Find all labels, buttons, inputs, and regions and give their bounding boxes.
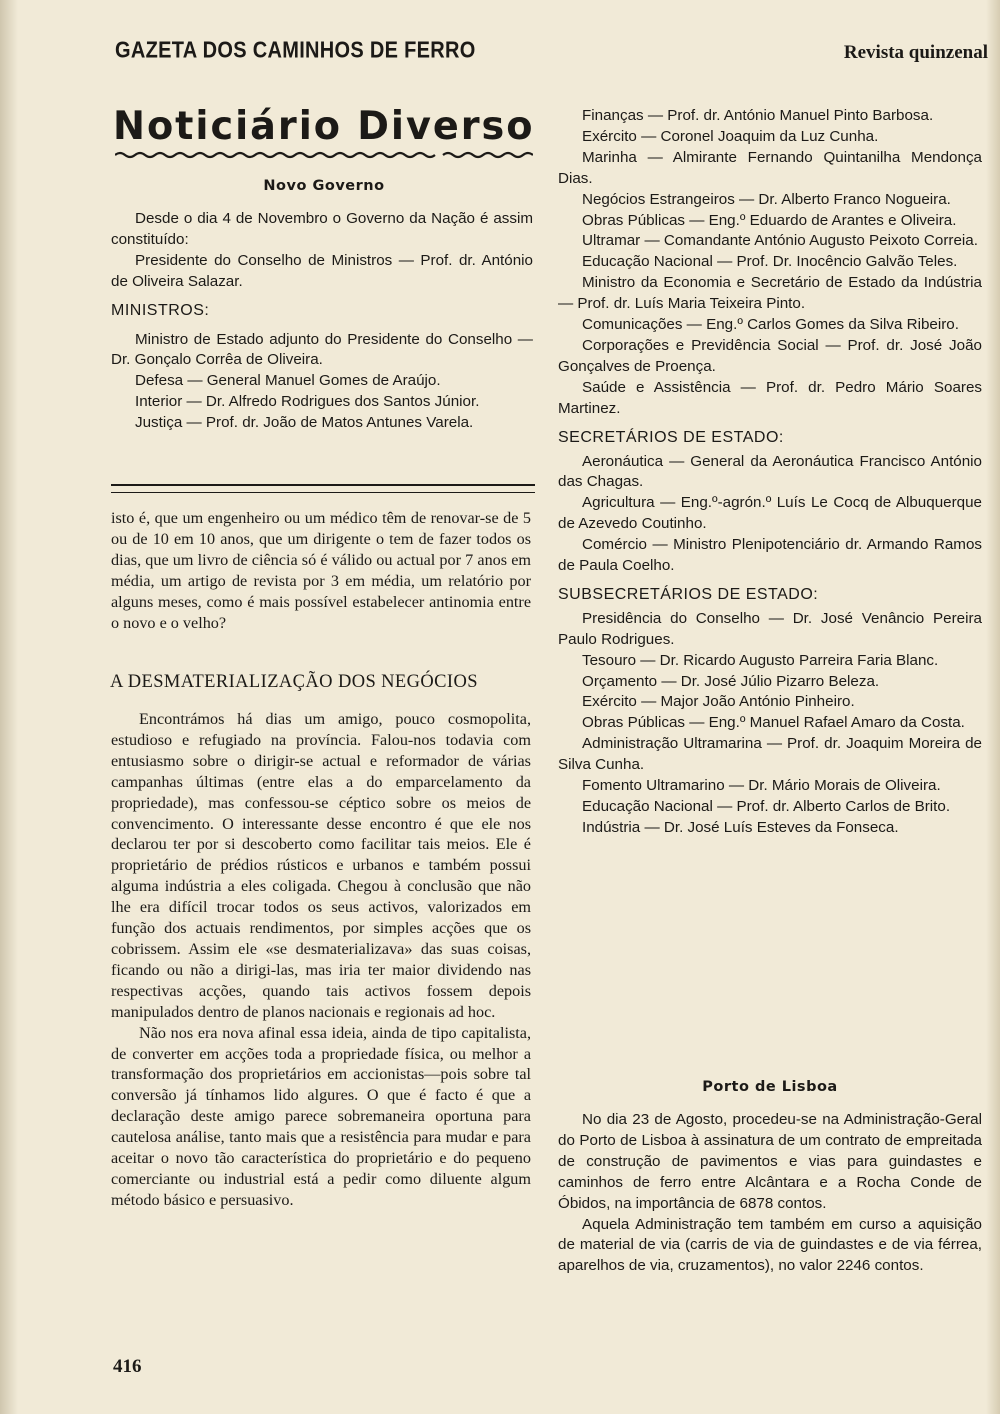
ministro-entry: Comunicações — Eng.º Carlos Gomes da Silva Ribeiro. (582, 316, 959, 334)
ministro-entry: Saúde e Assistência — Prof. dr. Pedro Mário Soares Martinez. (558, 378, 982, 417)
secretario-entry: Comércio — Ministro Plenipotenciário dr. Armando Ramos de Paula Coelho. (558, 536, 982, 575)
column-divider-rule (111, 484, 535, 493)
porto-lisboa-body (558, 1110, 982, 1277)
article-body (111, 709, 531, 1211)
section-title: Noticiário Diverso (113, 104, 535, 149)
article-paragraph: Encontrámos há dias um amigo, pouco cosmopolita, estudioso e refugiado na província. Falou-nos todavia com entusiasmo sobre o dirigir-se actual e reformador de várias campanhas últimas (entre elas a do emparcelamento da propriedade), mas confessou-se céptico sobre os meios de convencimento. O interessante desse encontro é que ele nos declarou ter por si descoberto como facilitar tais meios. Ele é proprietário de prédios rústicos e urbanos e também possui alguma indústria a eles coligada. Chegou à conclusão que não lhe era difícil trocar todos os seus activos, valorizados em função dos actuais rendimentos, por simples acções que os cobrissem. Assim ele «se desmaterializava» das suas coisas, ficando ou não a dirigi-las, mas iria ter maior dividendo nas respectivas acções, quando tais activos fossem depois manipulados dentro de planos nacionais e regionais ad hoc. (111, 710, 531, 1021)
ministro-entry: Defesa — General Manuel Gomes de Araújo. (135, 372, 441, 390)
ministro-entry: Ministro de Estado adjunto do Presidente do Conselho — Dr. Gonçalo Corrêa de Oliveira. (111, 330, 533, 369)
continuation-text (111, 508, 531, 633)
subsecretario-entry: Educação Nacional — Prof. dr. Alberto Carlos de Brito. (582, 798, 951, 815)
subsecretario-entry: Obras Públicas — Eng.º Manuel Rafael Amaro da Costa. (582, 714, 965, 732)
ministro-entry: Corporações e Previdência Social — Prof. dr. José João Gonçalves de Proença. (558, 336, 982, 375)
subsecretario-entry: Orçamento — Dr. José Júlio Pizarro Beleza. (582, 672, 880, 690)
subsecretario-entry: Indústria — Dr. José Luís Esteves da Fonseca. (582, 818, 899, 836)
ministros-continuation (558, 106, 982, 839)
ministro-entry: Ministro da Economia e Secretário de Estado da Indústria — Prof. dr. Luís Maria Teixeira Pinto. (558, 274, 982, 313)
page-number: 416 (113, 1356, 142, 1377)
porto-paragraph: Aquela Administração tem também em curso a aquisição de material de via (carris de via de guindastes e de via férrea, aparelhos de via, cruzamentos), no valor 2246 contos. (558, 1215, 982, 1275)
secretario-entry: Agricultura — Eng.º-agrón.º Luís Le Cocq de Albuquerque de Azevedo Coutinho. (558, 494, 982, 533)
ministro-entry: Obras Públicas — Eng.º Eduardo de Arantes e Oliveira. (582, 211, 957, 229)
novo-governo-heading: Novo Governo (263, 178, 385, 194)
porto-lisboa-heading: Porto de Lisboa (702, 1079, 838, 1095)
ministro-entry: Negócios Estrangeiros — Dr. Alberto Franco Nogueira. (582, 190, 951, 208)
ministros-label: MINISTROS: (111, 301, 210, 319)
ministro-entry: Educação Nacional — Prof. Dr. Inocêncio Galvão Teles. (582, 253, 958, 271)
journal-title: GAZETA DOS CAMINHOS DE FERRO (115, 38, 476, 64)
article-heading: A DESMATERIALIZAÇÃO DOS NEGÓCIOS (110, 672, 478, 692)
ministro-entry: Justiça — Prof. dr. João de Matos Antunes Varela. (135, 414, 474, 432)
ministro-entry: Marinha — Almirante Fernando Quintanilha Mendonça Dias. (558, 148, 982, 187)
porto-paragraph: No dia 23 de Agosto, procedeu-se na Administração-Geral do Porto de Lisboa à assinatura de um contrato de empreitada de construção de pavimentos e vias para guindastes e caminhos de ferro entre Alcântara e a Rocha Conde de Óbidos, na importância de 6878 contos. (558, 1111, 982, 1212)
ministro-entry: Ultramar — Comandante António Augusto Peixoto Correia. (582, 232, 978, 250)
journal-edition: Revista quinzenal (843, 42, 988, 63)
ministro-entry: Interior — Dr. Alfredo Rodrigues dos Santos Júnior. (135, 393, 480, 411)
subsecretario-entry: Administração Ultramarina — Prof. dr. Joaquim Moreira de Silva Cunha. (558, 735, 982, 774)
subsecretario-entry: Tesouro — Dr. Ricardo Augusto Parreira Faria Blanc. (582, 651, 939, 669)
ministro-entry: Finanças — Prof. dr. António Manuel Pinto Barbosa. (582, 107, 934, 124)
ministro-entry: Exército — Coronel Joaquim da Luz Cunha. (582, 127, 879, 145)
page-gutter-shade (0, 0, 18, 1414)
continuation-paragraph: isto é, que um engenheiro ou um médico têm de renovar-se de 5 ou de 10 em 10 anos, que um dirigente o tem de fazer todos os dias, que um livro de ciência só é válido ou actual por 7 anos em média, um artigo de revista por 3 em média, um relatório por alguns meses, como é mais possível estabelecer antinomia entre o novo e o velho? (111, 509, 531, 632)
title-ornament (115, 150, 533, 160)
page-edge-shade (986, 0, 1000, 1414)
secretario-entry: Aeronáutica — General da Aeronáutica Francisco António das Chagas. (558, 452, 982, 491)
presidente-conselho: Presidente do Conselho de Ministros — Prof. dr. António de Oliveira Salazar. (111, 251, 533, 290)
subsecretario-entry: Exército — Major João António Pinheiro. (582, 693, 855, 711)
article-paragraph: Não nos era nova afinal essa ideia, ainda de tipo capitalista, de converter em acções toda a propriedade física, ou melhor a transformação dos proprietários em accionistas—pois sobre tal conversão já tínhamos lido algures. O que é facto é que a declaração deste amigo parece sobremaneira oportuna para cautelosa análise, tanto mais que a resistência para mudar e para aceitar o novo tão característica do proprietário e do pequeno comerciante ou industrial está a pedir como diluente algum método básico e persuasivo. (111, 1023, 531, 1209)
novo-governo-body (111, 209, 533, 434)
subsecretario-entry: Presidência do Conselho — Dr. José Venâncio Pereira Paulo Rodrigues. (558, 609, 982, 648)
secretarios-label: SECRETÁRIOS DE ESTADO: (558, 428, 784, 446)
subsecretario-entry: Fomento Ultramarino — Dr. Mário Morais de Oliveira. (582, 777, 941, 795)
novo-governo-intro: Desde o dia 4 de Novembro o Governo da Nação é assim constituído: (111, 210, 533, 248)
subsecretarios-label: SUBSECRETÁRIOS DE ESTADO: (558, 585, 819, 603)
